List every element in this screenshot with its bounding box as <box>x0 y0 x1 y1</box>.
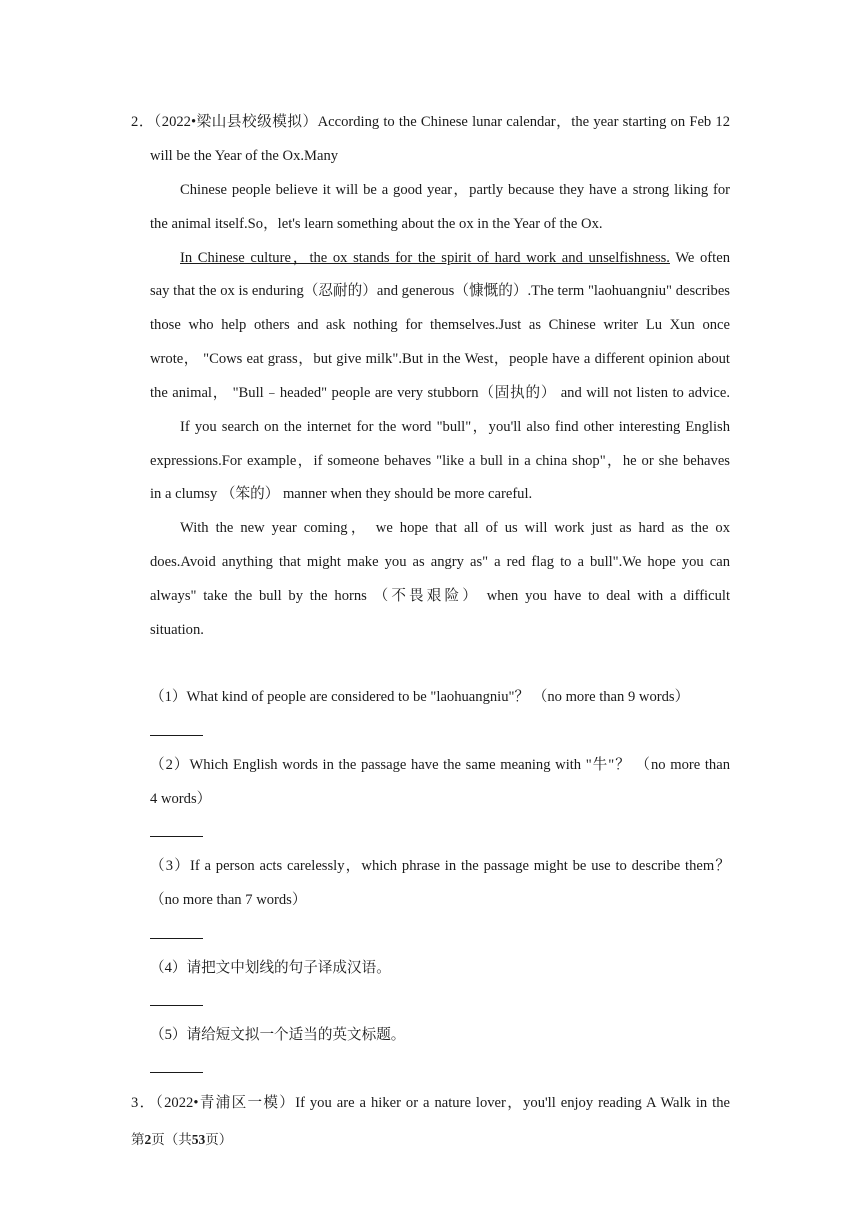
q2-paragraph-2-line-1 <box>180 248 730 268</box>
sub-question-2-line-1: （2）Which English words in the passage have the same meaning with "牛"？ （no more than <box>150 757 730 773</box>
q2-paragraph-2-line-2: say that the ox is enduring（忍耐的）and generous（慷慨的）.The term "laohuangniu" describes <box>150 283 730 299</box>
footer-page-number: 2 <box>144 1132 152 1147</box>
q2-paragraph-4-line-1: With the new year coming， we hope that all of us will work just as hard as the ox <box>180 520 730 536</box>
q3-intro: 3．（2022•青浦区一模）If you are a hiker or a nature lover，you'll enjoy reading A Walk in the <box>131 1095 730 1111</box>
sub-question-5: （5）请给短文拟一个适当的英文标题。 <box>150 1027 406 1043</box>
q2-intro: 2．（2022•梁山县校级模拟）According to the Chinese lunar calendar，the year starting on Feb 12 <box>131 114 730 130</box>
q2-paragraph-2-line-3: those who help others and ask nothing for themselves.Just as Chinese writer Lu Xun once <box>150 317 730 333</box>
answer-blank-1 <box>150 735 203 736</box>
sub-question-3-line-1: （3）If a person acts carelessly，which phrase in the passage might be use to describe them？ <box>150 858 730 874</box>
answer-blank-5 <box>150 1072 203 1073</box>
q2-paragraph-3-line-1: If you search on the internet for the word "bull"，you'll also find other interesting English <box>180 419 730 435</box>
q2-paragraph-1-line-1: Chinese people believe it will be a good year，partly because they have a strong liking for <box>180 182 730 198</box>
answer-blank-4 <box>150 1005 203 1006</box>
q2-paragraph-2-line-4: wrote， "Cows eat grass，but give milk".But in the West，people have a different opinion about <box>150 351 730 367</box>
paragraph-2-line-1-rest: We often <box>669 250 730 266</box>
q2-paragraph-3-line-2: expressions.For example，if someone behaves "like a bull in a china shop"，he or she behaves <box>150 453 730 469</box>
footer-suffix: 页） <box>205 1132 233 1147</box>
footer-middle: 页（共 <box>151 1132 192 1147</box>
q2-paragraph-2-line-5: the animal， "Bull﹣headed" people are very stubborn（固执的） and will not listen to advice. <box>150 385 730 401</box>
footer-prefix: 第 <box>131 1132 145 1147</box>
sub-question-1: （1）What kind of people are considered to be "laohuangniu"？ （no more than 9 words） <box>150 689 690 705</box>
sub-question-4: （4）请把文中划线的句子译成汉语。 <box>150 960 391 976</box>
page-footer <box>131 1128 232 1148</box>
footer-total-pages: 53 <box>191 1132 206 1147</box>
underlined-sentence: In Chinese culture，the ox stands for the spirit of hard work and unselfishness. <box>180 250 670 266</box>
sub-question-2-line-2: 4 words） <box>150 791 212 807</box>
q2-paragraph-4-line-2: does.Avoid anything that might make you as angry as" a red flag to a bull".We hope you can <box>150 554 730 570</box>
answer-blank-2 <box>150 836 203 837</box>
q2-paragraph-4-line-4: situation. <box>150 622 204 638</box>
q2-paragraph-1-line-2: the animal itself.So，let's learn something about the ox in the Year of the Ox. <box>150 216 603 232</box>
q2-paragraph-4-line-3: always" take the bull by the horns （不畏艰险） when you have to deal with a difficult <box>150 588 730 604</box>
q2-paragraph-3-line-3: in a clumsy （笨的） manner when they should be more careful. <box>150 486 533 502</box>
sub-question-3-line-2: （no more than 7 words） <box>150 892 307 908</box>
q2-intro-cont: will be the Year of the Ox.Many <box>150 148 339 164</box>
answer-blank-3 <box>150 938 203 939</box>
